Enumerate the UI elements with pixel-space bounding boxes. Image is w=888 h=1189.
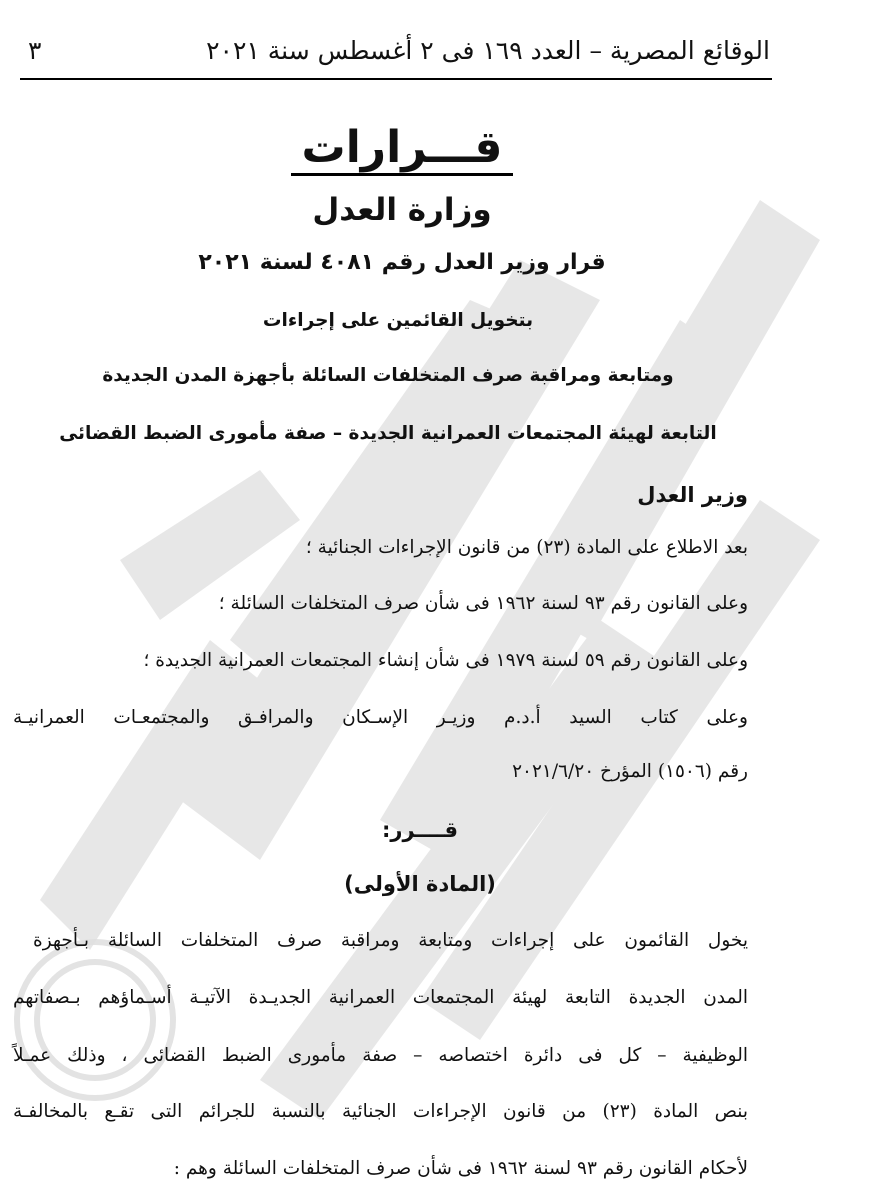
article-text-line: الوظيفية – كل فى دائرة اختصاصه – صفة مأمورى الضبط القضائى ، وذلك عمـلاً — [13, 1045, 748, 1066]
recital-line: وعلى القانون رقم ٥٩ لسنة ١٩٧٩ فى شأن إنشاء المجتمعات العمرانية الجديدة ؛ — [143, 650, 748, 671]
ministry-name: وزارة العدل — [312, 192, 492, 228]
recital-line: وعلى كتاب السيد أ.د.م وزيـر الإسـكان والمرافـق والمجتمعـات العمرانيـة — [13, 707, 748, 728]
article-text-line: لأحكام القانون رقم ٩٣ لسنة ١٩٦٢ فى شأن صرف المتخلفات السائلة وهم : — [173, 1158, 748, 1179]
decree-title: قرار وزير العدل رقم ٤٠٨١ لسنة ٢٠٢١ — [198, 250, 606, 275]
article-text-line: يخول القائمون على إجراءات ومتابعة ومراقبة صرف المتخلفات السائلة بـأجهزة — [33, 930, 748, 951]
article-text-line: المدن الجديدة التابعة لهيئة المجتمعات العمرانية الجديـدة الآتيـة أسـماؤهم بـصفاتهم — [13, 987, 748, 1008]
recital-line: بعد الاطلاع على المادة (٢٣) من قانون الإجراءات الجنائية ؛ — [305, 537, 748, 558]
decree-subject-line: ومتابعة ومراقبة صرف المتخلفات السائلة بأجهزة المدن الجديدة — [102, 365, 674, 386]
decree-subject-line: بتخويل القائمين على إجراءات — [262, 310, 534, 331]
running-title: الوقائع المصرية – العدد ١٦٩ فى ٢ أغسطس سنة ٢٠٢١ — [206, 35, 770, 65]
decree-subject-line: التابعة لهيئة المجتمعات العمرانية الجديدة – صفة مأمورى الضبط القضائى — [59, 423, 717, 444]
article-text-line: بنص المادة (٢٣) من قانون الإجراءات الجنائية بالنسبة للجرائم التى تقـع بالمخالفـة — [13, 1101, 749, 1122]
article-title: (المادة الأولى) — [344, 872, 496, 896]
section-title: قـــرارات — [0, 120, 804, 176]
page-header — [28, 30, 770, 70]
page-number: ٣ — [28, 35, 42, 65]
decided-label: قــــرر: — [381, 818, 458, 842]
recital-line: رقم (١٥٠٦) المؤرخ ٢٠٢١/٦/٢٠ — [512, 761, 748, 782]
issuer-heading: وزير العدل — [637, 483, 748, 507]
header-divider — [20, 78, 772, 80]
recital-line: وعلى القانون رقم ٩٣ لسنة ١٩٦٢ فى شأن صرف المتخلفات السائلة ؛ — [218, 593, 748, 614]
